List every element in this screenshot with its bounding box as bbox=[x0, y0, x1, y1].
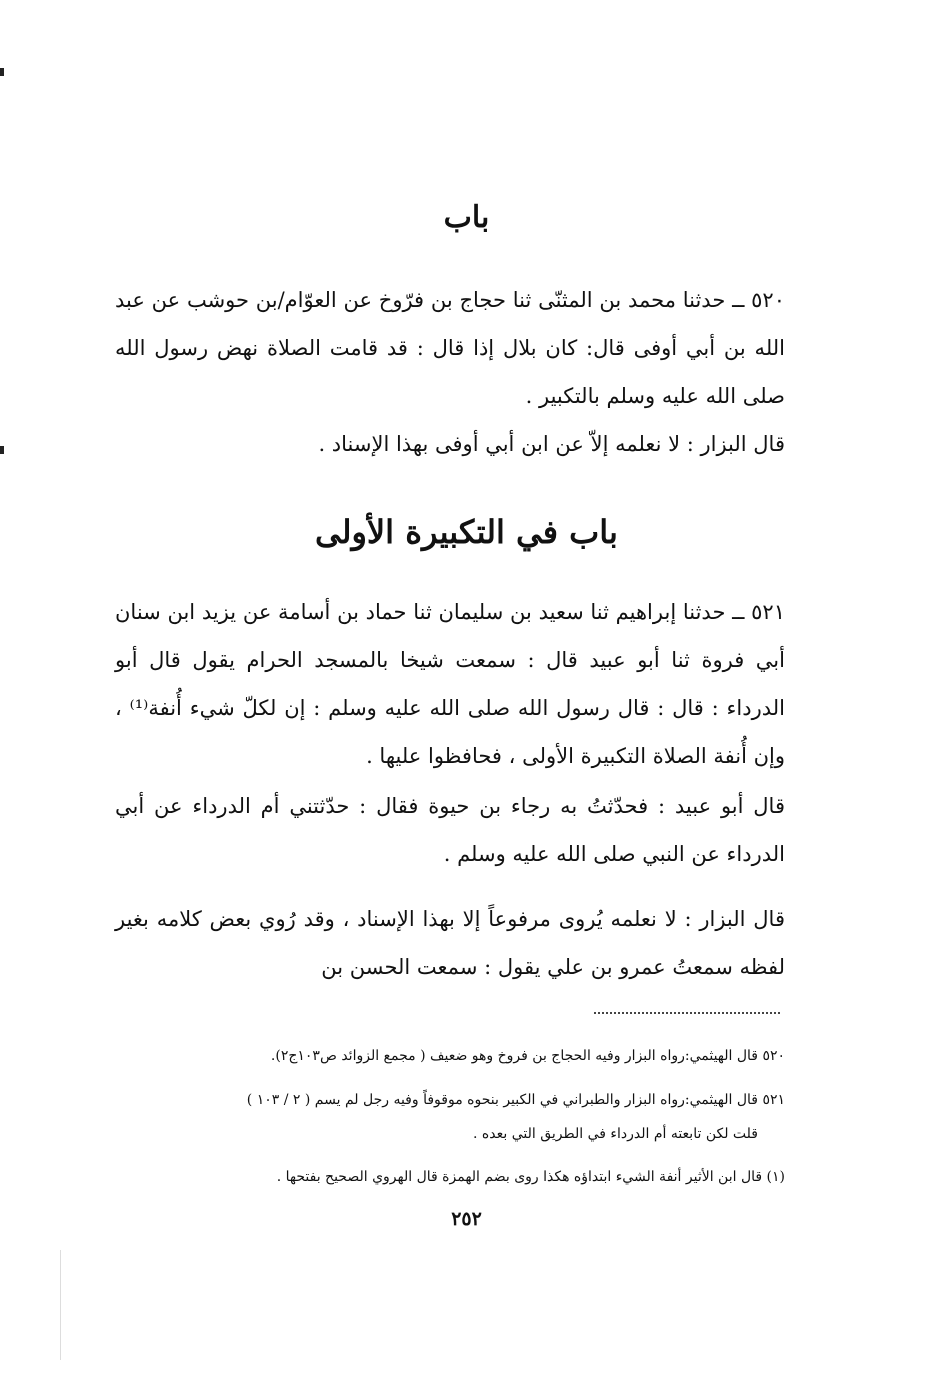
footnote-1: (١) قال ابن الأثير أنفة الشيء ابتداؤه هكذا روى بضم الهمزة قال الهروي الصحيح بفتحها . bbox=[276, 1169, 785, 1185]
hadith-520-text: ٥٢٠ ــ حدثنا محمد بن المثنّى ثنا حجاج بن فرّوخ عن العوّام/بن حوشب عن عبد الله بن أبي أوفى قال: كان بلال إذا قال : قد قامت الصلاة نهض رسول الله صلى الله عليه وسلم بالتكبير . bbox=[115, 288, 785, 408]
hadith-521-note-abu-ubaid: قال أبو عبيد : فحدّثتُ به رجاء بن حيوة فقال : حدّثتني أم الدرداء عن أبي الدرداء عن النبي صلى الله عليه وسلم . bbox=[115, 794, 785, 866]
scan-mark bbox=[0, 446, 4, 454]
page-number: ٢٥٢ bbox=[451, 1208, 482, 1230]
footnote-521: ٥٢١ قال الهيثمي:رواه البزار والطبراني في الكبير بنحوه موقوفاً وفيه رجل لم يسم ( ٢ / ١٠٣ ) bbox=[246, 1092, 785, 1108]
footnote-separator bbox=[594, 1012, 780, 1014]
hadith-520-note: قال البزار : لا نعلمه إلاّ عن ابن أبي أوفى بهذا الإسناد . bbox=[318, 432, 785, 456]
hadith-521-note-bazzar: قال البزار : لا نعلمه يُروى مرفوعاً إلا بهذا الإسناد ، وقد رُوي بعض كلامه بغير لفظه سمعتُ عمرو بن علي يقول : سمعت الحسن بن bbox=[115, 907, 785, 979]
chapter-heading-first-takbir: باب في التكبيرة الأولى bbox=[315, 513, 618, 551]
scan-mark bbox=[0, 68, 4, 76]
footnote-521-continuation: قلت لكن تابعته أم الدرداء في الطريق التي بعده . bbox=[473, 1126, 758, 1142]
footnote-520: ٥٢٠ قال الهيثمي:رواه البزار وفيه الحجاج بن فروخ وهو ضعيف ( مجمع الزوائد ص١٠٣ج٢). bbox=[270, 1048, 785, 1064]
chapter-heading: باب bbox=[443, 200, 490, 235]
hadith-521-text: ٥٢١ ــ حدثنا إبراهيم ثنا سعيد بن سليمان ثنا حماد بن أسامة عن يزيد ابن سنان أبي فروة ثنا أبو عبيد قال : سمعت شيخا بالمسجد الحرام يقول قال أبو الدرداء : قال : قال رسول الله صلى الله عليه وسلم : إن لكلّ شيء أُنفة⁽¹⁾ ، وإن أُنفة الصلاة التكبيرة الأولى ، فحافظوا عليها . bbox=[115, 600, 785, 768]
scan-artifact-line bbox=[60, 1250, 61, 1360]
